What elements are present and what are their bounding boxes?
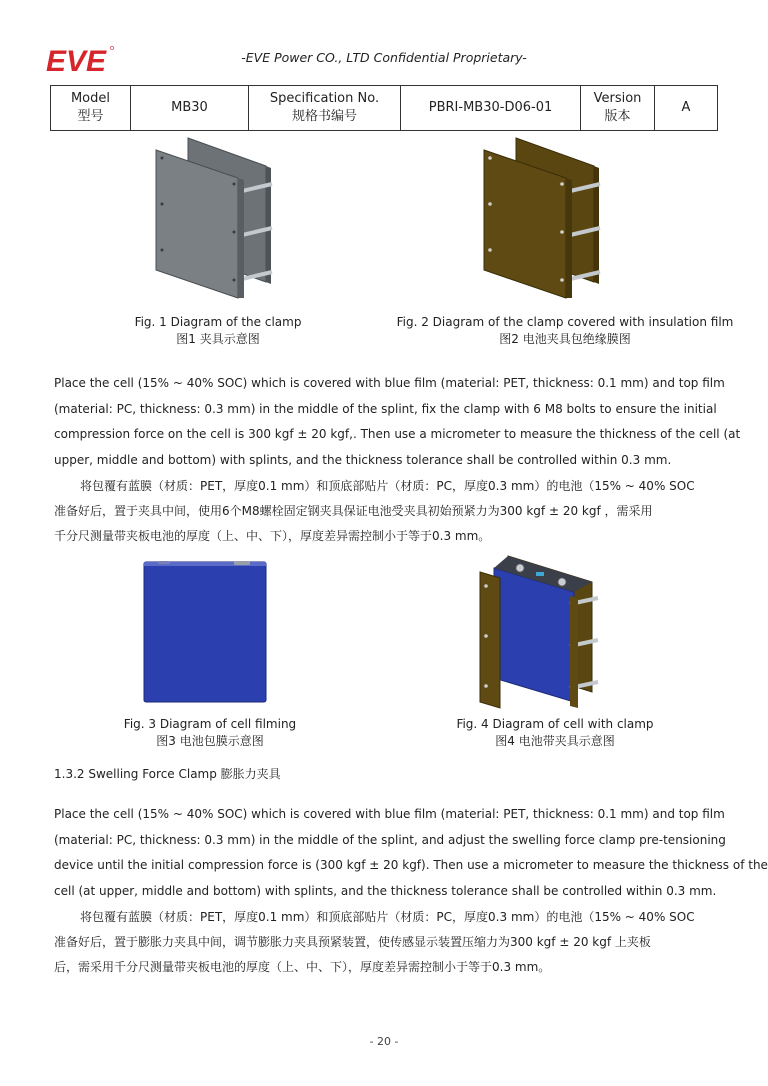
version-value: A <box>655 86 718 131</box>
fig4-caption-en: Fig. 4 Diagram of cell with clamp <box>456 717 654 731</box>
version-label-en: Version <box>593 91 642 106</box>
version-label-cn: 版本 <box>604 109 631 124</box>
fig3-caption <box>95 716 325 750</box>
section-heading: 1.3.2 Swelling Force Clamp 膨胀力夹具 <box>54 767 281 781</box>
model-label-en: Model <box>70 91 111 106</box>
spec-value: PBRI-MB30-D06-01 <box>401 86 581 131</box>
paragraph-1-cn-line3: 千分尺测量带夹板电池的厚度（上、中、下），厚度差异需控制小于等于0.3 mm。 <box>54 529 491 543</box>
paragraph-1-cn-line2: 准备好后，置于夹具中间，使用6个M8螺栓固定钢夹具保证电池受夹具初始预紧力为300 kgf ± 20 kgf ，需采用 <box>54 504 653 518</box>
cell-with-clamp-image <box>474 552 606 712</box>
fig2-caption-en: Fig. 2 Diagram of the clamp covered with insulation film <box>396 315 734 329</box>
paragraph-2-cn-line3: 后，需采用千分尺测量带夹板电池的厚度（上、中、下），厚度差异需控制小于等于0.3 mm。 <box>54 960 551 974</box>
model-label-cn: 型号 <box>77 109 104 124</box>
spec-table <box>50 85 718 131</box>
svg-text:EVE: EVE <box>46 45 107 74</box>
version-label <box>581 86 655 131</box>
insulated-clamp-image <box>478 132 608 300</box>
spec-label-en: Specification No. <box>269 91 380 106</box>
paragraph-2-en: Place the cell (15% ~ 40% SOC) which is covered with blue film (material: PET, thickness: 0.1 mm) and top film (material: PC, thickness: 0.3 mm) in the middle of the splint, and adjust the swelling force clamp pre-tensioning device until the initial compression force is (300 kgf ± 20 kgf). Then use a micrometer to measure the thickness of the cell (at upper, middle and bottom) with splints, and the thickness tolerance shall be controlled within 0.3 mm. <box>54 807 768 898</box>
table-row <box>51 86 718 131</box>
paragraph-1-cn <box>54 474 764 549</box>
fig1-caption <box>98 314 338 348</box>
page-number: - 20 - <box>369 1035 399 1048</box>
paragraph-2-cn-line2: 准备好后，置于膨胀力夹具中间，调节膨胀力夹具预紧装置，使传感显示装置压缩力为300 kgf ± 20 kgf 上夹板 <box>54 935 651 949</box>
fig3-caption-en: Fig. 3 Diagram of cell filming <box>123 717 297 731</box>
fig3-caption-cn: 图3 电池包膜示意图 <box>156 734 264 748</box>
clamp-diagram-image <box>150 132 280 300</box>
paragraph-1-cn-line1: 将包覆有蓝膜（材质：PET，厚度0.1 mm）和顶底部贴片（材质：PC，厚度0.3 mm）的电池（15% ~ 40% SOC <box>80 479 695 493</box>
cell-filming-image <box>140 558 270 706</box>
fig1-caption-cn: 图1 夹具示意图 <box>176 332 260 346</box>
paragraph-2-cn-line1: 将包覆有蓝膜（材质：PET，厚度0.1 mm）和顶底部贴片（材质：PC，厚度0.3 mm）的电池（15% ~ 40% SOC <box>80 910 695 924</box>
fig1-caption-en: Fig. 1 Diagram of the clamp <box>134 315 302 329</box>
paragraph-2-cn <box>54 905 764 980</box>
fig2-caption-cn: 图2 电池夹具包绝缘膜图 <box>499 332 631 346</box>
fig2-caption <box>390 314 740 348</box>
spec-label-cn: 规格书编号 <box>291 109 357 124</box>
fig4-caption-cn: 图4 电池带夹具示意图 <box>495 734 615 748</box>
model-label <box>51 86 131 131</box>
fig4-caption <box>430 716 680 750</box>
spec-label <box>249 86 401 131</box>
paragraph-1-en: Place the cell (15% ~ 40% SOC) which is covered with blue film (material: PET, thickness: 0.1 mm) and top film (material: PC, thickness: 0.3 mm) in the middle of the splint, fix the clamp with 6 M8 bolts to ensure the initial compression force on the cell is 300 kgf ± 20 kgf,. Then use a micrometer to measure the thickness of the cell (at upper, middle and bottom) with splints, and the thickness tolerance shall be controlled within 0.3 mm. <box>54 376 741 467</box>
model-value: MB30 <box>131 86 249 131</box>
confidential-notice: -EVE Power CO., LTD Confidential Proprietary- <box>241 50 527 65</box>
